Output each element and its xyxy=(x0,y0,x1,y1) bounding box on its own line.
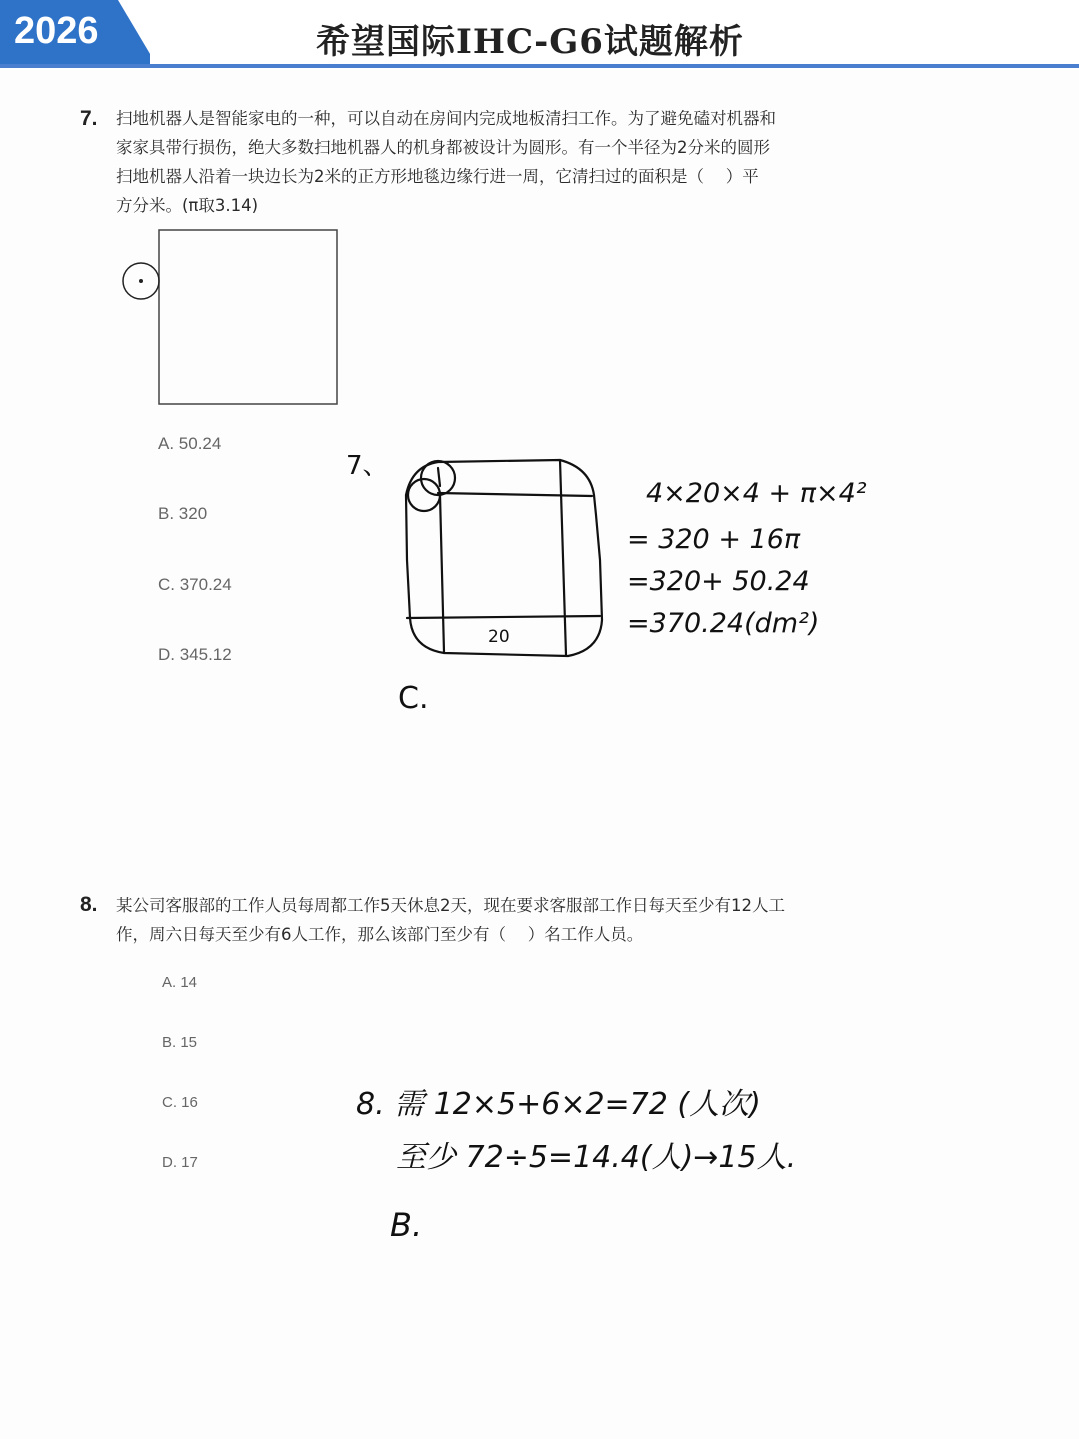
q8-line: 某公司客服部的工作人员每周都工作5天休息2天，现在要求客服部工作日每天至少有12人工 xyxy=(116,896,785,915)
q7-hand-step: =320+ 50.24 xyxy=(627,566,810,597)
q7-number: 7. xyxy=(80,107,98,130)
q8-option-a: A. 14 xyxy=(162,974,198,991)
q8-hand-line: 8. 需 12×5+6×2=72 (人次) xyxy=(356,1087,761,1122)
q7-hand-step: 4×20×4 + π×4² xyxy=(646,478,867,509)
q7-option-b: B. 320 xyxy=(158,504,208,523)
header-title: 希望国际IHC-G6试题解析 xyxy=(316,22,744,62)
q8-option-d: D. 17 xyxy=(162,1154,198,1171)
robot-center-dot xyxy=(139,279,143,283)
q8-text xyxy=(116,891,785,949)
q7-hand-step: = 320 + 16π xyxy=(627,524,801,555)
q7-hand-answer: C. xyxy=(398,681,429,716)
q7-line: 扫地机器人是智能家电的一种，可以自动在房间内完成地板清扫工作。为了避免磕对机器和 xyxy=(116,109,776,128)
header-underline xyxy=(0,64,1079,68)
carpet-square-figure xyxy=(159,230,337,404)
robot-circle-figure xyxy=(123,263,159,299)
q7-hand-label: 7、 xyxy=(346,451,389,481)
q7-line: 方分米。(π取3.14) xyxy=(116,196,259,215)
q8-number: 8. xyxy=(80,893,98,916)
q7-option-c: C. 370.24 xyxy=(158,575,232,594)
q7-hand-sketch xyxy=(406,460,602,656)
header-year: 2026 xyxy=(14,10,99,52)
page-header xyxy=(0,0,1079,70)
q7-line: 扫地机器人沿着一块边长为2米的正方形地毯边缘行进一周，它清扫过的面积是（ ）平 xyxy=(116,167,759,186)
q8-option-b: B. 15 xyxy=(162,1034,198,1051)
q7-text xyxy=(116,104,776,220)
q8-hand-answer: B. xyxy=(390,1206,423,1244)
q8-hand-line: 至少 72÷5=14.4(人)→15人. xyxy=(396,1140,797,1175)
q7-hand-side-label: 20 xyxy=(488,627,510,647)
q8-option-c: C. 16 xyxy=(162,1094,198,1111)
q7-hand-step: =370.24(dm²) xyxy=(627,608,820,639)
q8-line: 作，周六日每天至少有6人工作，那么该部门至少有（ ）名工作人员。 xyxy=(116,925,644,944)
q7-line: 家家具带行损伤，绝大多数扫地机器人的机身都被设计为圆形。有一个半径为2分米的圆形 xyxy=(116,138,770,157)
q7-option-a: A. 50.24 xyxy=(158,434,222,453)
q7-option-d: D. 345.12 xyxy=(158,645,232,664)
